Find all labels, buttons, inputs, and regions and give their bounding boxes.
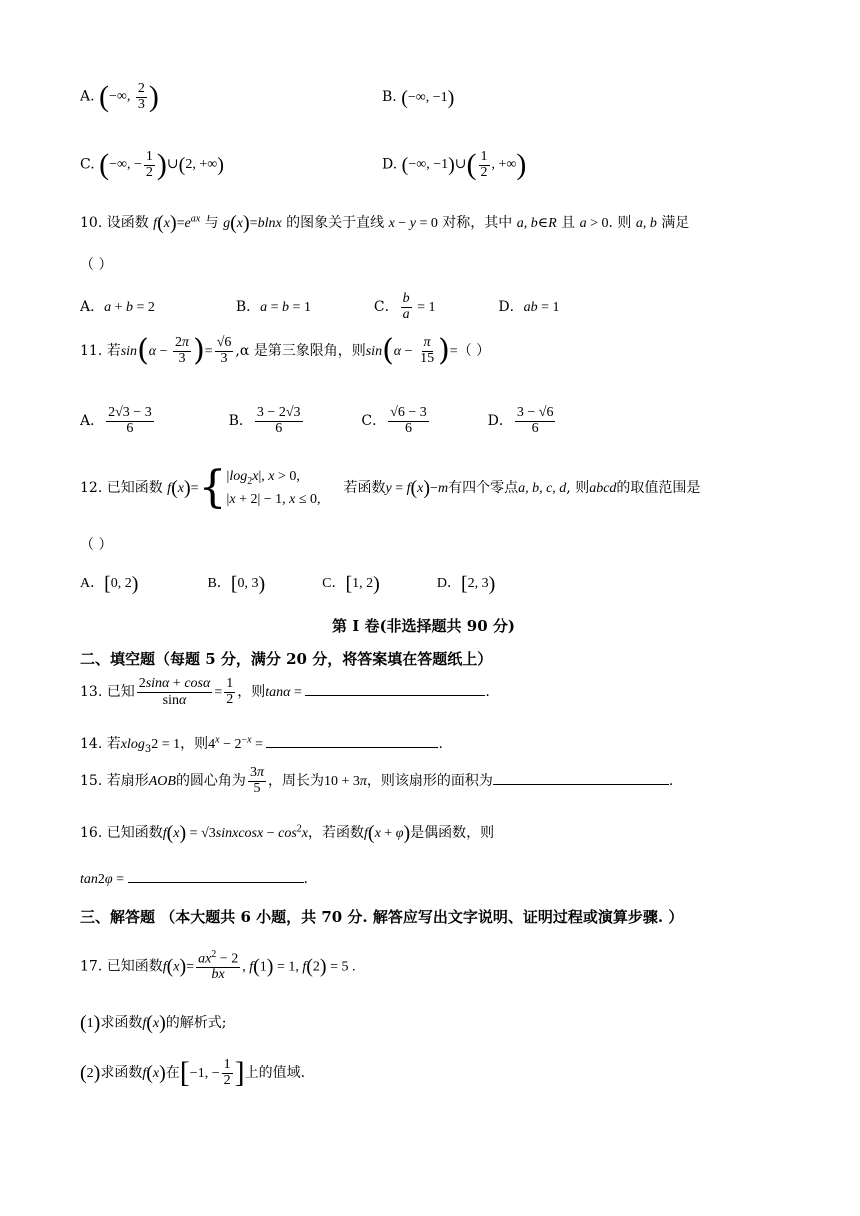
q16-mid2: 是偶函数，则: [410, 825, 495, 841]
q11-stem: 11. 若sin(α − $\frac{2\pi}{3}$ )= $\frac{√6}{3}$ ,α 是第三象限角，则sin(α − $\frac{\pi}{15}$ )=（ ）: [80, 333, 491, 369]
q10-mid4: 且: [561, 215, 576, 231]
option-label: D．: [436, 576, 461, 591]
q13-prefix: 13. 已知: [80, 684, 135, 701]
q17: 17. 已知函数f(x)= $\frac{ax^2 - 2}{bx}$ , f(1) = 1, f(2) = 5 .: [80, 949, 356, 983]
q10-mid1: 与: [204, 215, 219, 231]
option-label: A.: [80, 88, 95, 105]
answer-blank[interactable]: [305, 681, 485, 696]
q10-end: 满足: [661, 215, 690, 231]
q9-option-a: A. (−∞, $\frac{2}{3}$ ): [80, 80, 159, 114]
option-label: C．: [361, 413, 387, 430]
option-label: A．: [80, 299, 105, 316]
q12-stem: 12. 已知函数 f(x)={ $|\log_2x|$, x > 0, |x + 2| − 1, x ≤ 0, 若函数y = f(x)−m有四个零点a, b, c, d, 则abcd的取值范围是: [80, 462, 701, 513]
q12-prefix: 12. 已知函数: [80, 480, 163, 496]
option-label: B．: [228, 413, 253, 430]
q10-stem: 10. 设函数 $f(x)=e^{ax}$ 与 g(x)=blnx 的图象关于直线 x − y = 0 对称，其中 a, b∈R 且 a > 0. 则 a, b 满足: [80, 212, 690, 234]
answer-blank[interactable]: [266, 733, 438, 748]
q11-prefix: 11. 若: [80, 343, 121, 360]
q16-answer: tan2φ = .: [80, 868, 308, 888]
q12-mid1: 若函数: [343, 480, 386, 496]
section-title: 第 I 卷(非选择题共 90 分): [332, 617, 515, 635]
q16-prefix: 16. 已知函数: [80, 825, 163, 841]
q17-part1: (1)求函数f(x)的解析式;: [80, 1012, 227, 1034]
option-label: C.: [80, 156, 95, 173]
q10-mid2: 的图象关于直线: [286, 215, 385, 231]
option-label: D.: [382, 156, 398, 173]
q12-paren: （ ）: [80, 537, 113, 553]
solve-heading: 三、解答题 （本大题共 6 小题，共 70 分. 解答应写出文字说明、证明过程或演算步骤. ）: [80, 908, 684, 926]
q9-option-b: B. (−∞, −1): [382, 87, 455, 109]
fill-in-heading: 二、填空题（每题 5 分，满分 20 分，将答案填在答题纸上）: [80, 650, 493, 668]
option-label: C．: [322, 576, 346, 591]
q17-part2-mid: 在: [165, 1065, 180, 1082]
option-label: C．: [373, 299, 399, 316]
q10-paren: （ ）: [80, 257, 113, 273]
option-label: B．: [235, 299, 261, 316]
option-label: D．: [487, 413, 513, 430]
q10-prefix: 10. 设函数: [80, 215, 149, 231]
q16-mid1: ，若函数: [308, 825, 364, 841]
q17-part1-text: 求函数: [100, 1015, 143, 1031]
q10-mid5: . 则: [608, 215, 632, 231]
q14-mid: ，则: [180, 736, 209, 752]
q11-mid: ,α 是第三象限角，则: [235, 343, 366, 360]
option-label: B．: [207, 576, 231, 591]
q10-options: A．a + b = 2 B．a = b = 1 C． $\frac{b}{a}$ = 1 D．ab = 1: [80, 291, 560, 322]
option-label: A．: [80, 413, 105, 430]
q15-mid3: ，则该扇形的面积为: [366, 773, 493, 790]
q12-mid2: 有四个零点: [448, 480, 519, 496]
q15-mid2: ，周长为: [267, 773, 324, 790]
q14: 14. 若xlog$_3$2 = 1，则$4^x - 2^{-x}$ = .: [80, 734, 443, 755]
q13: 13. 已知 $\frac{2\sin\alpha + \cos\alpha}{\sin\alpha}$ = $\frac{1}{2}$ ，则tanα = .: [80, 676, 490, 708]
q10-mid3: 对称，其中: [442, 215, 513, 231]
q13-mid: ，则: [237, 684, 266, 701]
q12-options: A．[0, 2) B．[0, 3) C．[1, 2) D．[2, 3): [80, 572, 496, 595]
q15: 15. 若扇形AOB的圆心角为 $\frac{3\pi}{5}$ ，周长为10 + 3π，则该扇形的面积为 .: [80, 765, 674, 796]
q17-part1-end: 的解析式;: [165, 1015, 227, 1031]
option-label: B.: [382, 89, 397, 106]
q14-prefix: 14. 若: [80, 736, 121, 752]
answer-blank[interactable]: [493, 770, 669, 785]
q9-option-d: D. (−∞, −1)∪( $\frac{1}{2}$ , +∞): [382, 148, 527, 182]
option-label: A．: [80, 576, 105, 591]
q17-prefix: 17. 已知函数: [80, 958, 163, 975]
q11-paren: （ ）: [457, 343, 491, 360]
q16: 16. 已知函数f(x) = √3sinxcosx − $\cos^2x$，若函数f(x + φ)是偶函数，则: [80, 822, 495, 844]
answer-blank[interactable]: [128, 868, 304, 883]
q11-options: A． $\frac{2√3 - 3}{6}$ B． $\frac{3 - 2√3}{6}$ C． $\frac{√6 - 3}{6}$ D． $\frac{3 - √6}{6}$: [80, 405, 554, 436]
option-label: D．: [498, 299, 524, 316]
q15-prefix: 15. 若扇形: [80, 773, 149, 790]
q12-end: 的取值范围是: [616, 480, 701, 496]
q12-mid3: , 则: [566, 480, 590, 496]
q17-part2: (2)求函数f(x)在[−1, − $\frac{1}{2}$ ]上的值域.: [80, 1056, 306, 1090]
q9-option-c: C. (−∞, − $\frac{1}{2}$ )∪(2, +∞): [80, 148, 224, 182]
q15-mid1: 的圆心角为: [175, 773, 246, 790]
q17-part2-text: 求函数: [100, 1065, 143, 1082]
q17-part2-end: 上的值域.: [244, 1065, 306, 1082]
